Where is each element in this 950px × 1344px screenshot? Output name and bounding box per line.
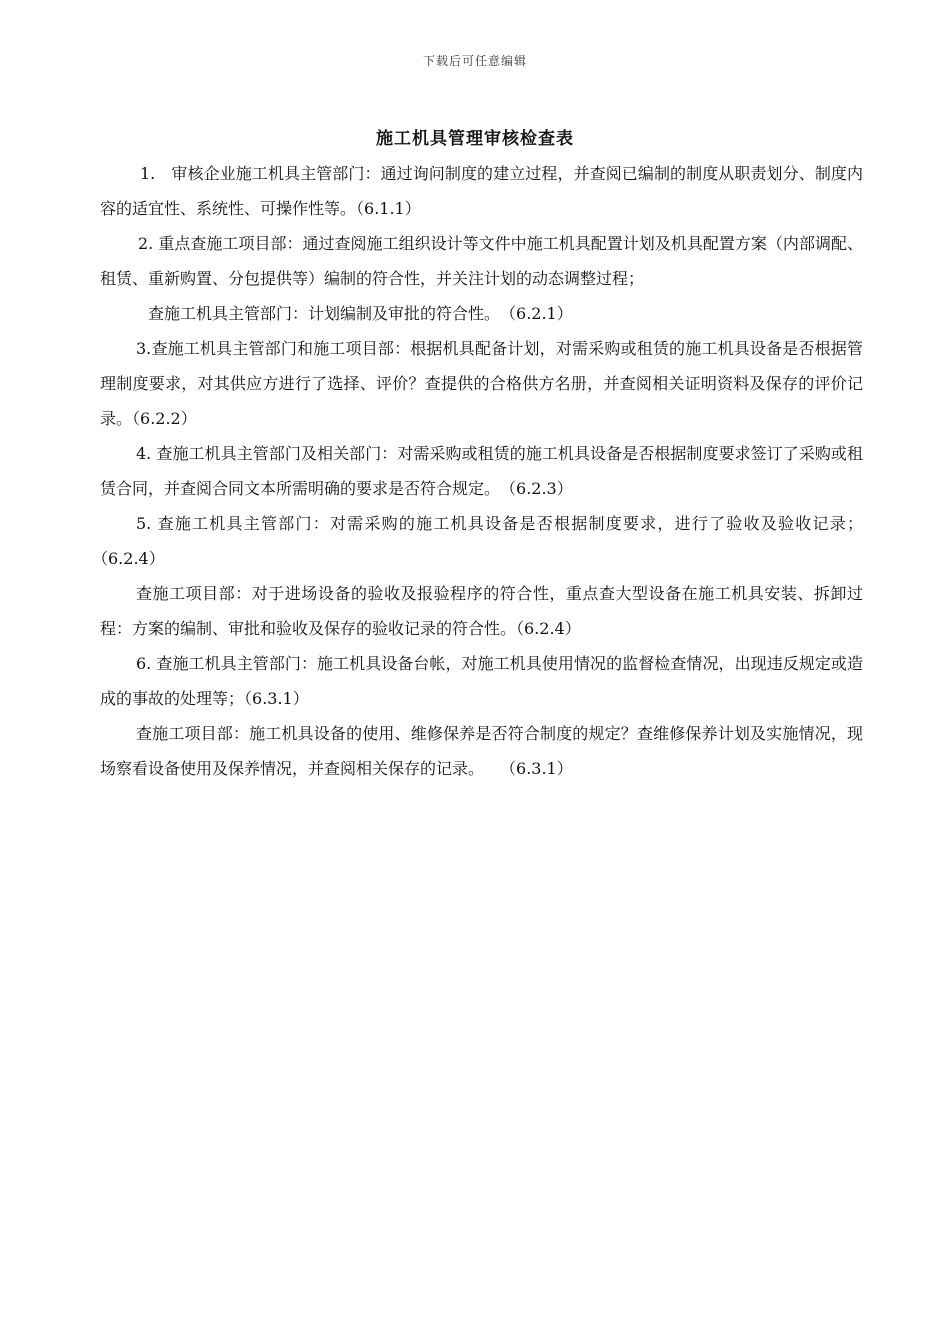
paragraph-text: 1. 审核企业施工机具主管部门：通过询问制度的建立过程，并查阅已编制的制度从职责划分、制度内容的适宜性、系统性、可操作性等。 [100, 164, 863, 218]
paragraph-text: 4. 查施工机具主管部门及相关部门：对需采购或租赁的施工机具设备是否根据制度要求签订了采购或租赁合同，并查阅合同文本所需明确的要求是否符合规定。 [100, 444, 863, 498]
paragraph-6 [100, 506, 863, 576]
document-body [100, 156, 863, 786]
paragraph-text: 2. 重点查施工项目部：通过查阅施工组织设计等文件中施工机具配置计划及机具配置方案（内部调配、租赁、重新购置、分包提供等）编制的符合性，并关注计划的动态调整过程； [100, 234, 863, 288]
paragraph-text: 6. 查施工机具主管部门：施工机具设备台帐，对施工机具使用情况的监督检查情况，出现违反规定或造成的事故的处理等； [100, 654, 863, 708]
paragraph-9 [100, 716, 863, 786]
paragraph-4 [100, 331, 863, 436]
paragraph-text: 3.查施工机具主管部门和施工项目部：根据机具配备计划，对需采购或租赁的施工机具设备是否根据管理制度要求，对其供应方进行了选择、评价？查提供的合格供方名册，并查阅相关证明资料及保存的评价记录。 [100, 339, 863, 428]
paragraph-text: 查施工机具主管部门：计划编制及审批的符合性。 [148, 304, 509, 323]
clause-reference: （6.2.4） [516, 619, 581, 638]
paragraph-text: 查施工项目部：对于进场设备的验收及报验程序的符合性，重点查大型设备在施工机具安装、拆卸过程：方案的编制、审批和验收及保存的验收记录的符合性。 [100, 584, 863, 638]
clause-reference: （6.3.1） [508, 759, 573, 778]
paragraph-3 [100, 296, 863, 331]
paragraph-1 [100, 156, 863, 226]
clause-reference: （6.3.1） [244, 689, 309, 708]
paragraph-text: 查施工项目部：施工机具设备的使用、维修保养是否符合制度的规定？查维修保养计划及实施情况，现场察看设备使用及保养情况，并查阅相关保存的记录。 [100, 724, 863, 778]
document-title: 施工机具管理审核检查表 [376, 129, 574, 149]
page-header: 下载后可任意编辑 [422, 54, 527, 68]
paragraph-2 [100, 226, 863, 296]
paragraph-7 [100, 576, 863, 646]
paragraph-text: 5. 查施工机具主管部门：对需采购的施工机具设备是否根据制度要求，进行了验收及验收记录； [136, 514, 863, 533]
clause-reference: （6.2.1） [508, 304, 573, 323]
clause-reference: （6.1.1） [356, 199, 421, 218]
clause-reference: （6.2.2） [132, 409, 197, 428]
paragraph-8 [100, 646, 863, 716]
clause-reference: （6.2.4） [100, 549, 165, 568]
paragraph-5 [100, 436, 863, 506]
clause-reference: （6.2.3） [508, 479, 573, 498]
